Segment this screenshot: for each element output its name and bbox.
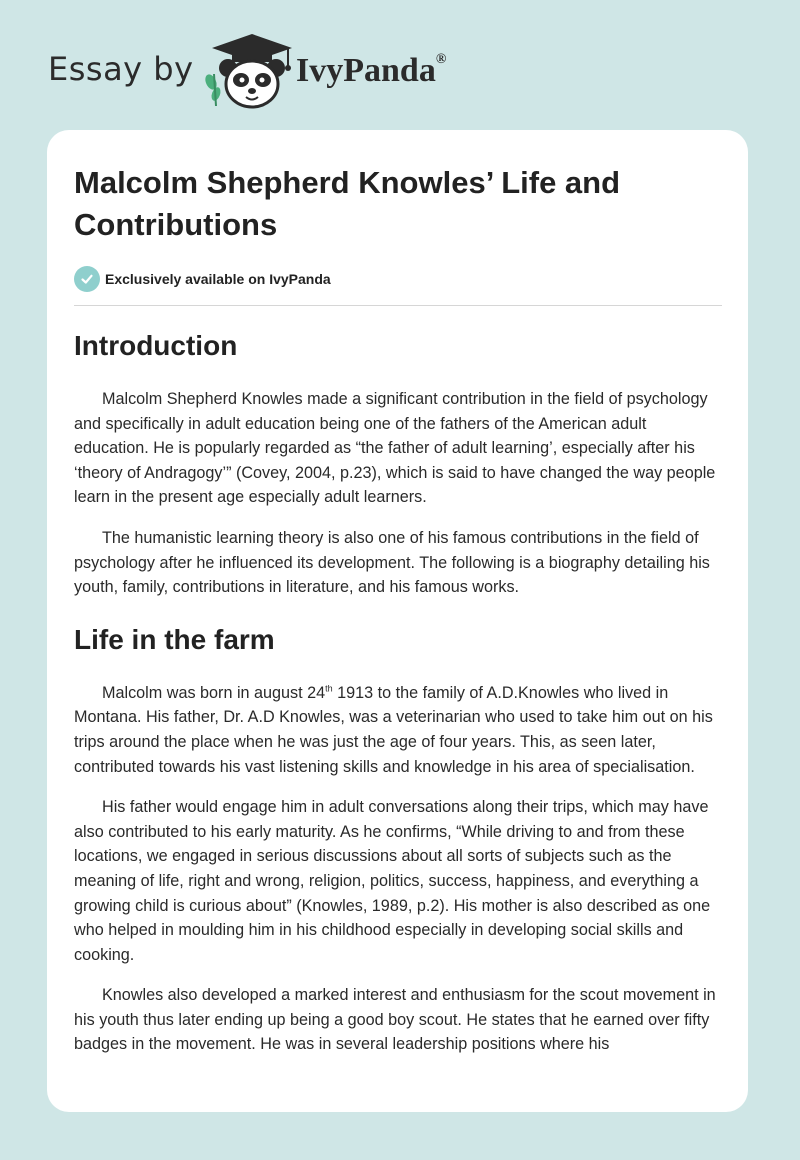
- essay-title: Malcolm Shepherd Knowles’ Life and Contributions: [74, 165, 621, 242]
- ordinal-suffix: th: [325, 683, 333, 694]
- paragraph-text: 1913 to the family of A.D.Knowles who lived in Montana. His father, Dr. A.D Knowles, was a veterinarian who used to take him out on his trips around the place when he was just the age of four years. This, as seen later, contributed towards his vast listening skills and knowledge in his area of specialisation.: [74, 683, 713, 776]
- essay-card: [47, 130, 748, 1112]
- brand-name[interactable]: [296, 52, 446, 90]
- paragraph: Malcolm Shepherd Knowles made a significant contribution in the field of psychology and specifically in adult education being one of the fathers of the American adult education. He is popularly regarded as “the father of adult learning’, especially after his ‘theory of Andragogy’” (Covey, 2004, p.23), which is said to have changed the way people learn in the present age especially adult learners.: [74, 390, 716, 507]
- check-icon: [74, 266, 100, 292]
- title-divider: [74, 305, 722, 306]
- section-heading-introduction: Introduction: [74, 330, 238, 361]
- exclusive-badge: [74, 266, 722, 292]
- exclusive-badge-label: Exclusively available on IvyPanda: [105, 271, 331, 287]
- brand-text: IvyPanda: [296, 52, 436, 89]
- section-heading-life-in-the-farm: Life in the farm: [74, 623, 275, 655]
- paragraph: The humanistic learning theory is also one of his famous contributions in the field of psychology after he influenced its development. The following is a biography detailing his youth, family, contributions in literature, and his famous works.: [74, 528, 710, 597]
- registered-mark: ®: [435, 51, 447, 67]
- essay-content: [74, 162, 722, 1057]
- panda-graduate-logo-icon[interactable]: [202, 30, 302, 110]
- essay-by-label: Essay by: [48, 50, 194, 88]
- paragraph: Knowles also developed a marked interest and enthusiasm for the scout movement in his youth thus later ending up being a good boy scout. He states that he earned over fifty badges in the movement. He was in several leadership positions where his: [74, 986, 716, 1054]
- paragraph: His father would engage him in adult conversations along their trips, which may have also contributed to his early maturity. As he confirms, “While driving to and from these locations, we engaged in serious discussions about all sorts of subjects such as the meaning of life, right and wrong, religion, politics, success, happiness, and everything a growing child is curious about” (Knowles, 1989, p.2). His mother is also described as one who helped in moulding him in his childhood especially in developing social skills and cooking.: [74, 798, 711, 964]
- paragraph-text: Malcolm was born in august 24: [102, 683, 326, 702]
- paragraph: [74, 681, 722, 779]
- site-header: [0, 0, 800, 120]
